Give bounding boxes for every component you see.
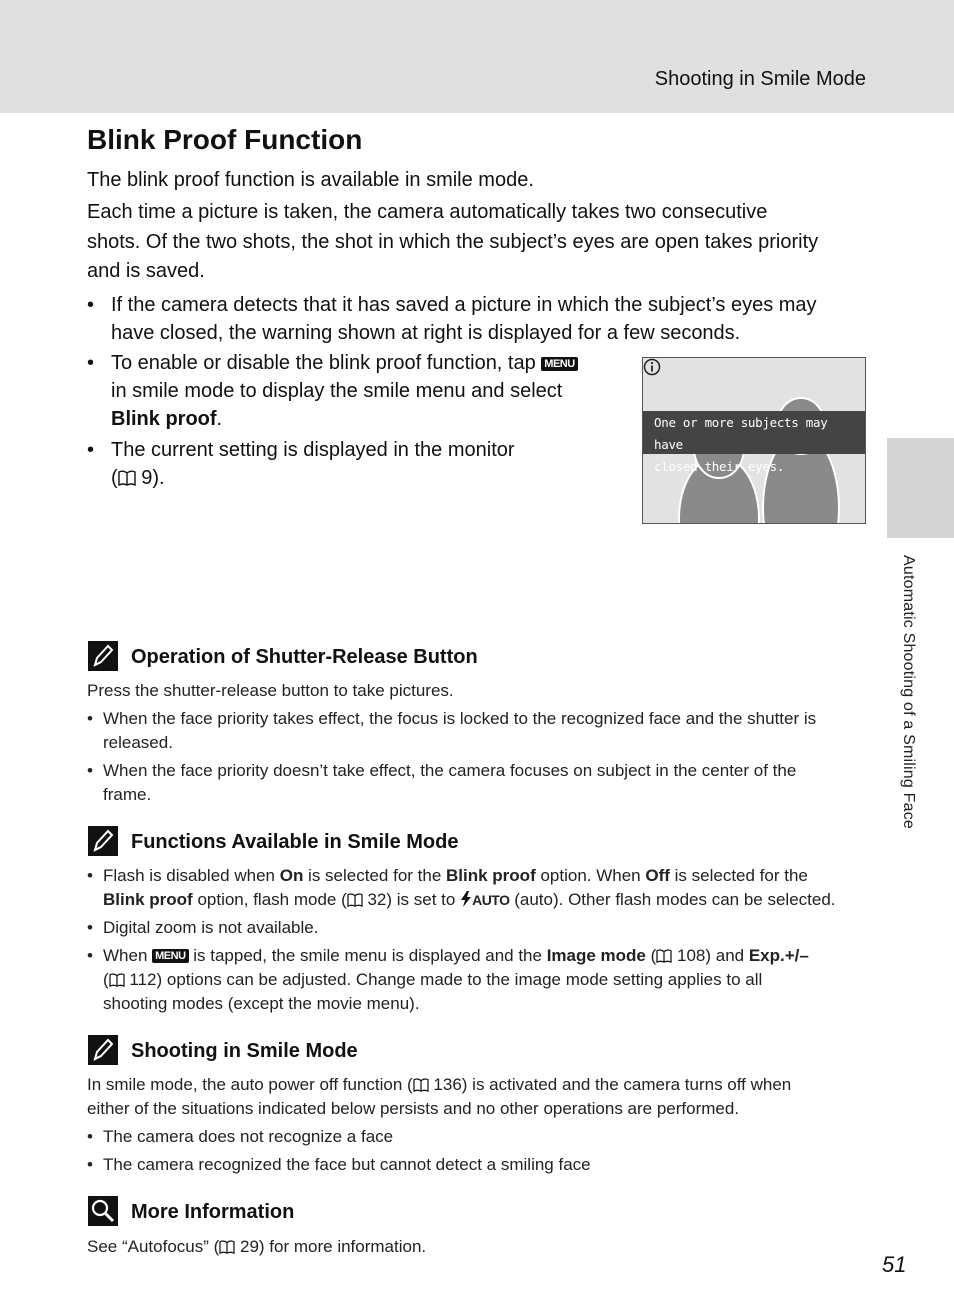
- text: is selected for the: [303, 866, 447, 885]
- blink-proof-label: Blink proof: [103, 890, 193, 909]
- bullet-dot: •: [87, 352, 95, 374]
- page-title: Blink Proof Function: [87, 124, 363, 155]
- chapter-tab-label: Automatic Shooting of a Smiling Face: [900, 555, 917, 830]
- text: 32) is set to: [362, 890, 461, 909]
- note-bullet: • The camera recognized the face but cannot detect a smiling face: [87, 1153, 857, 1177]
- book-reference-icon: [118, 470, 136, 486]
- intro-paragraph: The blink proof function is available in smile mode.: [87, 169, 534, 191]
- section-title: Shooting in Smile Mode: [654, 68, 866, 90]
- bullet-text: If the camera detects that it has saved a picture in which the subject’s eyes may: [111, 294, 817, 316]
- note-bullet: • The camera does not recognize a face: [87, 1125, 857, 1149]
- note-bullet: • When the face priority takes effect, the focus is locked to the recognized face and the shutter is released.: [87, 709, 817, 752]
- text: When: [103, 946, 153, 965]
- pencil-note-icon: [87, 825, 119, 857]
- blink-proof-label: Blink proof: [446, 866, 536, 885]
- flash-icon: [460, 891, 472, 907]
- ref-page: 9).: [135, 467, 165, 489]
- page-header: [0, 0, 954, 113]
- text: In smile mode, the auto power off function (: [87, 1075, 413, 1094]
- note-bullet-text: The camera recognized the face but cannot detect a smiling face: [103, 1155, 591, 1174]
- description-line: shots. Of the two shots, the shot in which the subject’s eyes are open takes priority: [87, 230, 819, 253]
- book-reference-icon: [656, 949, 672, 963]
- bullet-current-setting: [87, 436, 627, 492]
- book-reference-icon: [109, 973, 125, 987]
- note-bullet-text: When the face priority takes effect, the focus is locked to the recognized face and the shutter is: [103, 709, 817, 728]
- magnifier-info-icon: [87, 1195, 119, 1227]
- warning-line: closed their eyes.: [654, 459, 785, 474]
- bullet-text: in smile mode to display the smile menu and select: [111, 380, 563, 402]
- blink-proof-label: Blink proof: [111, 408, 217, 430]
- description-paragraph: [87, 198, 818, 287]
- bullet-text: To enable or disable the blink proof function, tap: [111, 352, 536, 374]
- warning-line: One or more subjects may have: [654, 415, 828, 452]
- book-reference-icon: [413, 1078, 429, 1092]
- monitor-warning-illustration: [642, 357, 866, 524]
- book-reference-icon: [347, 893, 363, 907]
- bullet-text: have closed, the warning shown at right is displayed for a few seconds.: [111, 322, 741, 344]
- ref-paren: (: [111, 467, 118, 489]
- note-bullet: • When MENU is tapped, the smile menu is displayed and the Image mode ( 108) and Exp.+/– ( 112) options can be adjusted. Change made to the image mode setting applies to all shooting modes (except the movie menu).: [87, 946, 809, 1013]
- menu-icon: MENU: [541, 357, 577, 371]
- note-bullet-text: Digital zoom is not available.: [103, 918, 319, 937]
- pencil-note-icon: [87, 640, 119, 672]
- period: .: [216, 408, 223, 430]
- note-title: Operation of Shutter-Release Button: [131, 646, 478, 668]
- off-label: Off: [645, 866, 670, 885]
- text: 108) and: [672, 946, 749, 965]
- chapter-tab: [887, 438, 954, 538]
- text: 29) for more information.: [235, 1237, 427, 1256]
- note-bullet-text: frame.: [103, 785, 152, 804]
- bullet-text: The current setting is displayed in the monitor: [111, 439, 515, 461]
- text: 112) options can be adjusted. Change made to the image mode setting applies to all: [124, 970, 763, 989]
- text: 136) is activated and the camera turns off when: [428, 1075, 792, 1094]
- text: is selected for the: [669, 866, 808, 885]
- note-text: [87, 1073, 877, 1121]
- description-line: Each time a picture is taken, the camera automatically takes two consecutive: [87, 201, 768, 223]
- info-icon: [643, 358, 661, 376]
- menu-icon: MENU: [152, 949, 188, 963]
- note-text: Press the shutter-release button to take pictures.: [87, 681, 454, 700]
- image-mode-label: Image mode: [546, 946, 646, 965]
- note-bullet-text: When the face priority doesn’t take effect, the camera focuses on subject in the center of the: [103, 761, 797, 780]
- text: See “Autofocus” (: [87, 1237, 220, 1256]
- text: Flash is disabled when: [103, 866, 280, 885]
- bullet-dot: •: [87, 294, 95, 316]
- text: option, flash mode (: [192, 890, 347, 909]
- note-title: More Information: [131, 1201, 295, 1223]
- description-line: and is saved.: [87, 260, 205, 282]
- note-bullet-text: The camera does not recognize a face: [103, 1127, 394, 1146]
- warning-message: [654, 412, 859, 478]
- on-label: On: [279, 866, 304, 885]
- flash-auto-label: AUTO: [472, 892, 510, 908]
- text: is tapped, the smile menu is displayed and the: [188, 946, 547, 965]
- exp-label: Exp.+/–: [748, 946, 809, 965]
- text: (: [645, 946, 657, 965]
- text: (: [103, 970, 109, 989]
- note-title: Shooting in Smile Mode: [131, 1040, 358, 1062]
- book-reference-icon: [219, 1240, 235, 1254]
- note-bullet: • When the face priority doesn’t take effect, the camera focuses on subject in the center of the frame.: [87, 761, 797, 804]
- note-bullet: • Flash is disabled when On is selected for the Blink proof option. When Off is selected for the Blink proof option, flash mode ( 32) is set to AUTO (auto). Other flash modes can be selected.: [87, 866, 836, 909]
- bullet-dot: •: [87, 439, 95, 461]
- note-text: [87, 1235, 426, 1259]
- note-bullet-text: released.: [103, 733, 173, 752]
- pencil-note-icon: [87, 1034, 119, 1066]
- page-number: 51: [882, 1252, 907, 1277]
- bullet-enable: [87, 349, 627, 433]
- text: option. When: [535, 866, 646, 885]
- text: shooting modes (except the movie menu).: [103, 994, 420, 1013]
- note-title: Functions Available in Smile Mode: [131, 831, 459, 853]
- bullet-warning: [87, 291, 877, 347]
- text: either of the situations indicated below persists and no other operations are performed.: [87, 1099, 740, 1118]
- note-bullet: • Digital zoom is not available.: [87, 916, 877, 940]
- text: (auto). Other flash modes can be selected.: [509, 890, 836, 909]
